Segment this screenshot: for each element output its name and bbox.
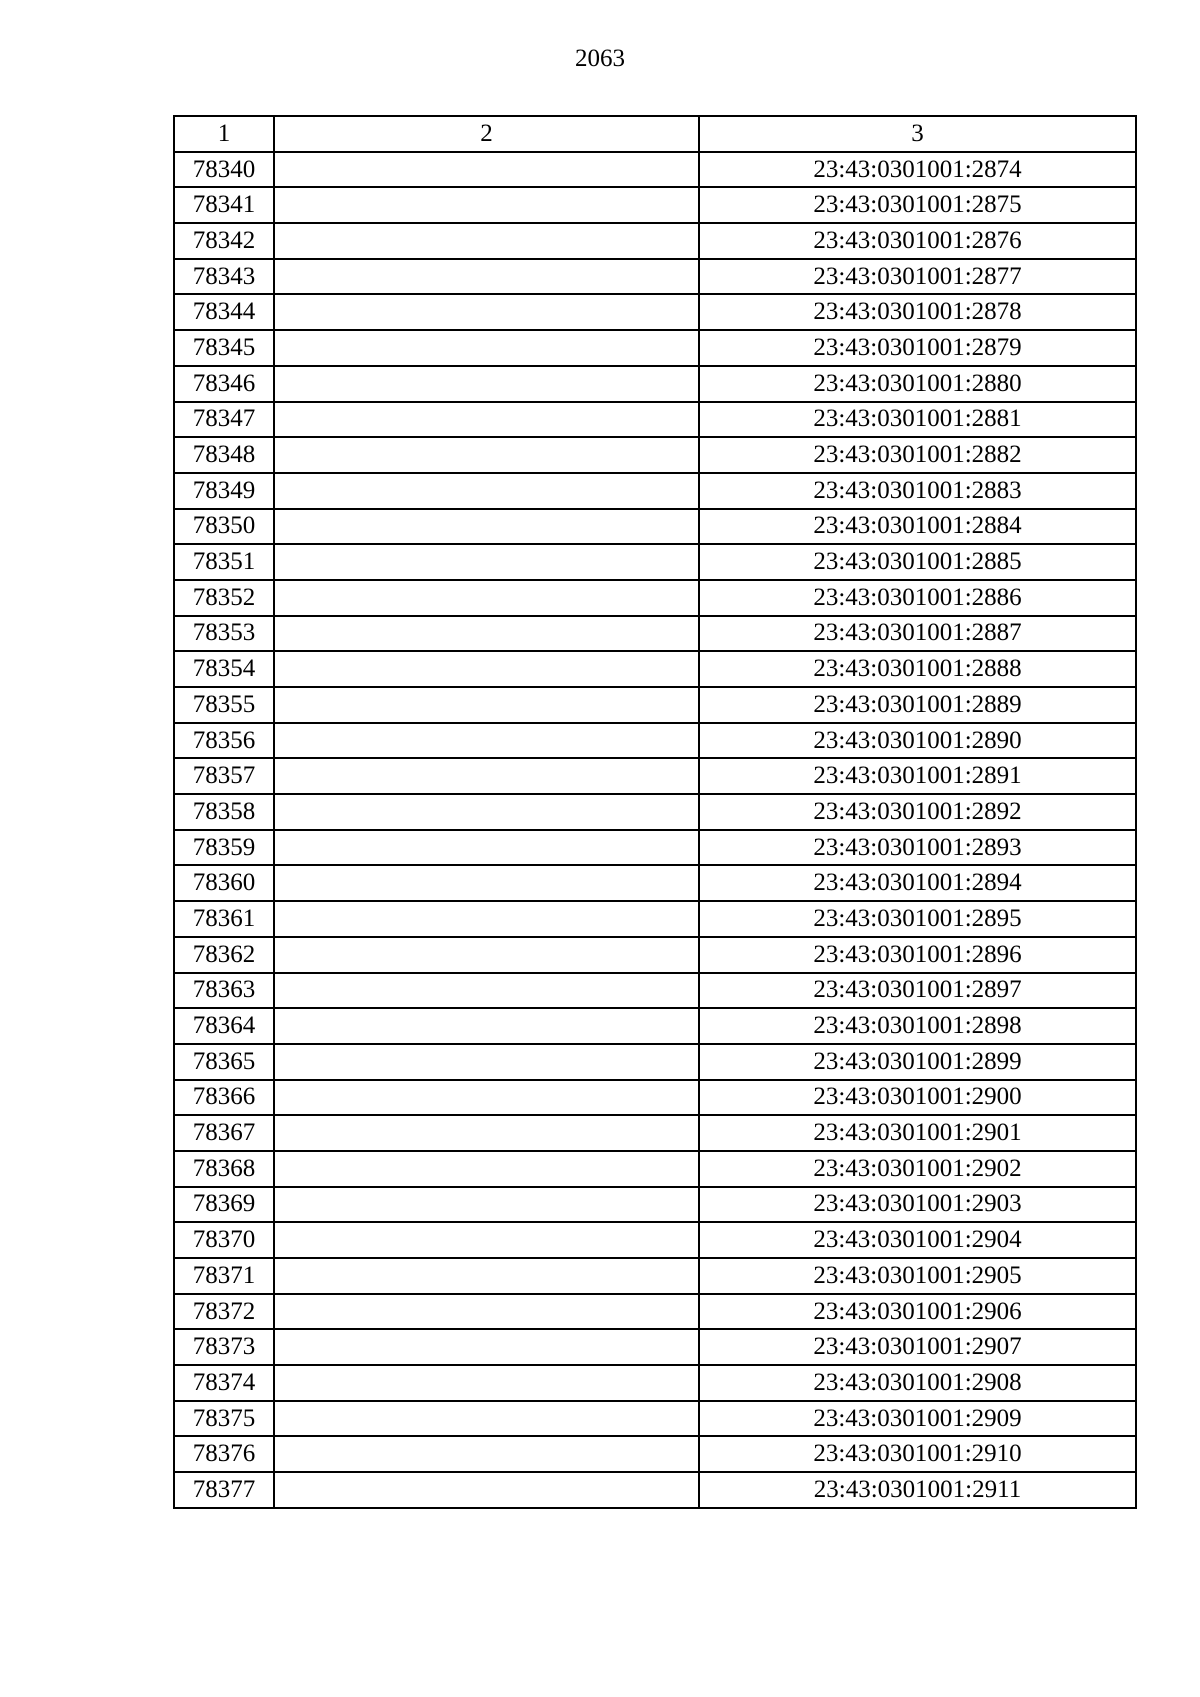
cadastral-number-cell: 23:43:0301001:2877 bbox=[699, 259, 1136, 295]
table-row bbox=[174, 1365, 1136, 1401]
registry-table bbox=[173, 115, 1137, 1509]
row-empty-cell bbox=[274, 687, 699, 723]
cadastral-number-cell: 23:43:0301001:2904 bbox=[699, 1222, 1136, 1258]
row-empty-cell bbox=[274, 1258, 699, 1294]
table-header bbox=[174, 116, 1136, 152]
row-empty-cell bbox=[274, 152, 699, 188]
cadastral-number-cell: 23:43:0301001:2875 bbox=[699, 187, 1136, 223]
cadastral-number-cell: 23:43:0301001:2900 bbox=[699, 1080, 1136, 1116]
row-number-cell: 78361 bbox=[174, 901, 274, 937]
row-empty-cell bbox=[274, 1080, 699, 1116]
cadastral-number-cell: 23:43:0301001:2890 bbox=[699, 723, 1136, 759]
table-row bbox=[174, 687, 1136, 723]
cadastral-number-cell: 23:43:0301001:2894 bbox=[699, 865, 1136, 901]
table-row bbox=[174, 437, 1136, 473]
cadastral-number-cell: 23:43:0301001:2881 bbox=[699, 402, 1136, 438]
table-row bbox=[174, 1329, 1136, 1365]
row-empty-cell bbox=[274, 1008, 699, 1044]
table-row bbox=[174, 1472, 1136, 1508]
table-row bbox=[174, 723, 1136, 759]
row-number-cell: 78375 bbox=[174, 1401, 274, 1437]
cadastral-number-cell: 23:43:0301001:2888 bbox=[699, 651, 1136, 687]
row-number-cell: 78349 bbox=[174, 473, 274, 509]
row-empty-cell bbox=[274, 330, 699, 366]
row-empty-cell bbox=[274, 937, 699, 973]
row-number-cell: 78348 bbox=[174, 437, 274, 473]
table-row bbox=[174, 1115, 1136, 1151]
cadastral-number-cell: 23:43:0301001:2891 bbox=[699, 758, 1136, 794]
table-row bbox=[174, 223, 1136, 259]
row-number-cell: 78357 bbox=[174, 758, 274, 794]
table-row bbox=[174, 758, 1136, 794]
cadastral-number-cell: 23:43:0301001:2889 bbox=[699, 687, 1136, 723]
row-number-cell: 78359 bbox=[174, 830, 274, 866]
row-number-cell: 78368 bbox=[174, 1151, 274, 1187]
row-empty-cell bbox=[274, 1401, 699, 1437]
row-empty-cell bbox=[274, 509, 699, 545]
cadastral-number-cell: 23:43:0301001:2874 bbox=[699, 152, 1136, 188]
table-row bbox=[174, 616, 1136, 652]
table-row bbox=[174, 1294, 1136, 1330]
header-cell-3: 3 bbox=[699, 116, 1136, 152]
row-number-cell: 78344 bbox=[174, 294, 274, 330]
table-row bbox=[174, 1044, 1136, 1080]
table-row bbox=[174, 973, 1136, 1009]
cadastral-number-cell: 23:43:0301001:2906 bbox=[699, 1294, 1136, 1330]
table-row bbox=[174, 544, 1136, 580]
cadastral-number-cell: 23:43:0301001:2878 bbox=[699, 294, 1136, 330]
table-row bbox=[174, 651, 1136, 687]
cadastral-number-cell: 23:43:0301001:2905 bbox=[699, 1258, 1136, 1294]
cadastral-number-cell: 23:43:0301001:2892 bbox=[699, 794, 1136, 830]
row-empty-cell bbox=[274, 1151, 699, 1187]
row-number-cell: 78351 bbox=[174, 544, 274, 580]
table-row bbox=[174, 509, 1136, 545]
table-row bbox=[174, 402, 1136, 438]
row-empty-cell bbox=[274, 901, 699, 937]
row-empty-cell bbox=[274, 830, 699, 866]
row-number-cell: 78354 bbox=[174, 651, 274, 687]
row-number-cell: 78341 bbox=[174, 187, 274, 223]
row-empty-cell bbox=[274, 294, 699, 330]
cadastral-number-cell: 23:43:0301001:2901 bbox=[699, 1115, 1136, 1151]
table-row bbox=[174, 1222, 1136, 1258]
cadastral-number-cell: 23:43:0301001:2880 bbox=[699, 366, 1136, 402]
row-number-cell: 78340 bbox=[174, 152, 274, 188]
cadastral-number-cell: 23:43:0301001:2885 bbox=[699, 544, 1136, 580]
cadastral-number-cell: 23:43:0301001:2902 bbox=[699, 1151, 1136, 1187]
row-number-cell: 78374 bbox=[174, 1365, 274, 1401]
table-row bbox=[174, 901, 1136, 937]
table-row bbox=[174, 1436, 1136, 1472]
cadastral-number-cell: 23:43:0301001:2907 bbox=[699, 1329, 1136, 1365]
cadastral-number-cell: 23:43:0301001:2903 bbox=[699, 1187, 1136, 1223]
row-empty-cell bbox=[274, 1044, 699, 1080]
cadastral-number-cell: 23:43:0301001:2893 bbox=[699, 830, 1136, 866]
row-number-cell: 78350 bbox=[174, 509, 274, 545]
table-row bbox=[174, 152, 1136, 188]
row-number-cell: 78343 bbox=[174, 259, 274, 295]
row-empty-cell bbox=[274, 1365, 699, 1401]
table-body bbox=[174, 152, 1136, 1508]
cadastral-number-cell: 23:43:0301001:2884 bbox=[699, 509, 1136, 545]
row-empty-cell bbox=[274, 1115, 699, 1151]
row-number-cell: 78364 bbox=[174, 1008, 274, 1044]
table-row bbox=[174, 794, 1136, 830]
row-number-cell: 78370 bbox=[174, 1222, 274, 1258]
table-row bbox=[174, 259, 1136, 295]
page-number: 2063 bbox=[575, 45, 625, 72]
row-empty-cell bbox=[274, 437, 699, 473]
row-empty-cell bbox=[274, 1187, 699, 1223]
row-number-cell: 78367 bbox=[174, 1115, 274, 1151]
row-number-cell: 78366 bbox=[174, 1080, 274, 1116]
row-empty-cell bbox=[274, 366, 699, 402]
row-number-cell: 78365 bbox=[174, 1044, 274, 1080]
row-empty-cell bbox=[274, 865, 699, 901]
cadastral-number-cell: 23:43:0301001:2887 bbox=[699, 616, 1136, 652]
row-empty-cell bbox=[274, 1436, 699, 1472]
cadastral-number-cell: 23:43:0301001:2909 bbox=[699, 1401, 1136, 1437]
row-empty-cell bbox=[274, 223, 699, 259]
row-empty-cell bbox=[274, 651, 699, 687]
cadastral-number-cell: 23:43:0301001:2883 bbox=[699, 473, 1136, 509]
row-number-cell: 78345 bbox=[174, 330, 274, 366]
table-row bbox=[174, 187, 1136, 223]
header-row bbox=[174, 116, 1136, 152]
row-number-cell: 78360 bbox=[174, 865, 274, 901]
table-row bbox=[174, 1187, 1136, 1223]
row-number-cell: 78352 bbox=[174, 580, 274, 616]
table-row bbox=[174, 937, 1136, 973]
table-row bbox=[174, 330, 1136, 366]
cadastral-number-cell: 23:43:0301001:2879 bbox=[699, 330, 1136, 366]
row-number-cell: 78369 bbox=[174, 1187, 274, 1223]
row-empty-cell bbox=[274, 723, 699, 759]
header-cell-1: 1 bbox=[174, 116, 274, 152]
cadastral-number-cell: 23:43:0301001:2911 bbox=[699, 1472, 1136, 1508]
row-number-cell: 78346 bbox=[174, 366, 274, 402]
row-number-cell: 78355 bbox=[174, 687, 274, 723]
row-empty-cell bbox=[274, 544, 699, 580]
row-empty-cell bbox=[274, 187, 699, 223]
row-number-cell: 78362 bbox=[174, 937, 274, 973]
table-row bbox=[174, 580, 1136, 616]
row-empty-cell bbox=[274, 1472, 699, 1508]
table-row bbox=[174, 294, 1136, 330]
cadastral-number-cell: 23:43:0301001:2908 bbox=[699, 1365, 1136, 1401]
cadastral-number-cell: 23:43:0301001:2897 bbox=[699, 973, 1136, 1009]
table-row bbox=[174, 473, 1136, 509]
header-cell-2: 2 bbox=[274, 116, 699, 152]
cadastral-number-cell: 23:43:0301001:2886 bbox=[699, 580, 1136, 616]
row-empty-cell bbox=[274, 402, 699, 438]
row-number-cell: 78371 bbox=[174, 1258, 274, 1294]
cadastral-number-cell: 23:43:0301001:2895 bbox=[699, 901, 1136, 937]
row-empty-cell bbox=[274, 259, 699, 295]
row-number-cell: 78376 bbox=[174, 1436, 274, 1472]
row-empty-cell bbox=[274, 473, 699, 509]
row-number-cell: 78373 bbox=[174, 1329, 274, 1365]
table-row bbox=[174, 1080, 1136, 1116]
row-empty-cell bbox=[274, 973, 699, 1009]
cadastral-number-cell: 23:43:0301001:2898 bbox=[699, 1008, 1136, 1044]
row-number-cell: 78377 bbox=[174, 1472, 274, 1508]
table-row bbox=[174, 1008, 1136, 1044]
row-number-cell: 78356 bbox=[174, 723, 274, 759]
row-number-cell: 78363 bbox=[174, 973, 274, 1009]
row-number-cell: 78358 bbox=[174, 794, 274, 830]
row-number-cell: 78353 bbox=[174, 616, 274, 652]
table-row bbox=[174, 830, 1136, 866]
cadastral-number-cell: 23:43:0301001:2876 bbox=[699, 223, 1136, 259]
row-number-cell: 78342 bbox=[174, 223, 274, 259]
table-row bbox=[174, 1401, 1136, 1437]
row-empty-cell bbox=[274, 616, 699, 652]
row-empty-cell bbox=[274, 1222, 699, 1258]
row-empty-cell bbox=[274, 580, 699, 616]
table-row bbox=[174, 1151, 1136, 1187]
row-empty-cell bbox=[274, 758, 699, 794]
cadastral-number-cell: 23:43:0301001:2882 bbox=[699, 437, 1136, 473]
table-row bbox=[174, 1258, 1136, 1294]
table-row bbox=[174, 865, 1136, 901]
cadastral-number-cell: 23:43:0301001:2896 bbox=[699, 937, 1136, 973]
row-number-cell: 78347 bbox=[174, 402, 274, 438]
row-empty-cell bbox=[274, 1329, 699, 1365]
row-number-cell: 78372 bbox=[174, 1294, 274, 1330]
table-row bbox=[174, 366, 1136, 402]
row-empty-cell bbox=[274, 794, 699, 830]
row-empty-cell bbox=[274, 1294, 699, 1330]
cadastral-number-cell: 23:43:0301001:2910 bbox=[699, 1436, 1136, 1472]
cadastral-number-cell: 23:43:0301001:2899 bbox=[699, 1044, 1136, 1080]
